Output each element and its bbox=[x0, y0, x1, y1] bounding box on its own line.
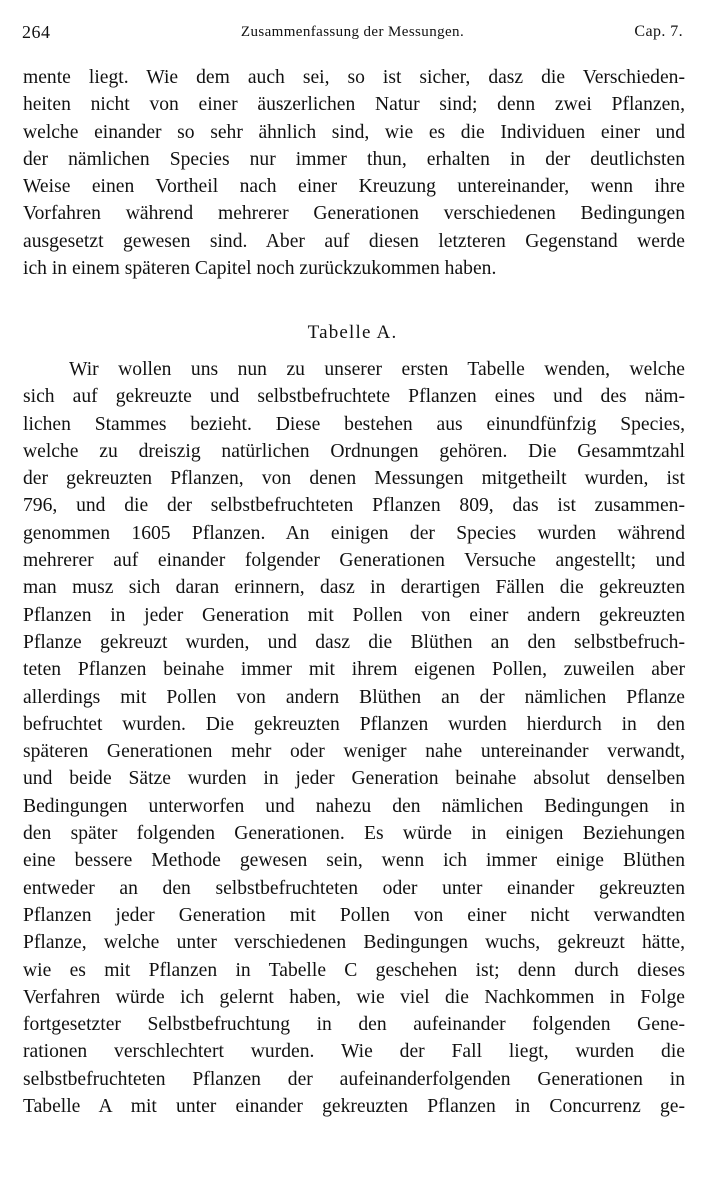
text-line: lichen Stammes bezieht. Diese bestehen aus einundfünfzig Species, bbox=[23, 413, 685, 435]
text-line: Pflanzen in jeder Generation mit Pollen von einer andern gekreuzten bbox=[23, 604, 685, 626]
text-line: Tabelle A mit unter einander gekreuzten Pflanzen in Concurrenz ge- bbox=[23, 1096, 685, 1118]
text-line: eine bessere Methode gewesen sein, wenn ich immer einige Blüthen bbox=[23, 850, 685, 872]
text-line: und beide Sätze wurden in jeder Generation beinahe absolut denselben bbox=[23, 768, 685, 790]
text-line: Weise einen Vortheil nach einer Kreuzung untereinander, wenn ihre bbox=[23, 176, 685, 198]
text-line: genommen 1605 Pflanzen. An einigen der Species wurden während bbox=[23, 522, 685, 544]
text-line: welche einander so sehr ähnlich sind, wie es die Individuen einer und bbox=[23, 121, 685, 143]
text-line: Bedingungen unterworfen und nahezu den nämlichen Bedingungen in bbox=[23, 795, 685, 817]
text-line: entweder an den selbstbefruchteten oder unter einander gekreuzten bbox=[23, 877, 685, 899]
page-number: 264 bbox=[22, 22, 51, 42]
text-line: selbstbefruchteten Pflanzen der aufeinanderfolgenden Generationen in bbox=[23, 1068, 685, 1090]
text-line: wie es mit Pflanzen in Tabelle C geschehen ist; denn durch dieses bbox=[23, 959, 685, 981]
text-line: ich in einem späteren Capitel noch zurückzukommen haben. bbox=[23, 258, 497, 280]
text-line: späteren Generationen mehr oder weniger nahe untereinander verwandt, bbox=[23, 741, 685, 763]
running-header bbox=[22, 20, 683, 44]
text-line: Pflanzen jeder Generation mit Pollen von einer nicht verwandten bbox=[23, 904, 685, 926]
text-line: mehrerer auf einander folgender Generationen Versuche angestellt; und bbox=[23, 550, 685, 572]
text-line: welche zu dreiszig natürlichen Ordnungen gehören. Die Gesammtzahl bbox=[23, 440, 685, 462]
paragraph-continuation bbox=[23, 64, 685, 282]
text-line: fortgesetzter Selbstbefruchtung in den aufeinander folgenden Gene- bbox=[23, 1014, 685, 1036]
text-line: befruchtet wurden. Die gekreuzten Pflanzen wurden hierdurch in den bbox=[23, 713, 685, 735]
section-heading: Tabelle A. bbox=[307, 322, 398, 343]
text-line: teten Pflanzen beinahe immer mit ihrem eigenen Pollen, zuweilen aber bbox=[23, 659, 685, 681]
text-line: rationen verschlechtert wurden. Wie der Fall liegt, wurden die bbox=[23, 1041, 685, 1063]
text-line: der gekreuzten Pflanzen, von denen Messungen mitgetheilt wurden, ist bbox=[23, 468, 685, 490]
text-line: 796, und die der selbstbefruchteten Pflanzen 809, das ist zusammen- bbox=[23, 495, 685, 517]
text-line: Wir wollen uns nun zu unserer ersten Tabelle wenden, welche bbox=[69, 359, 685, 380]
text-line: den später folgenden Generationen. Es würde in einigen Beziehungen bbox=[23, 823, 685, 845]
text-line: heiten nicht von einer äuszerlichen Natur sind; denn zwei Pflanzen, bbox=[23, 94, 685, 116]
text-line: sich auf gekreuzte und selbstbefruchtete Pflanzen eines und des näm- bbox=[23, 386, 685, 408]
text-line: Pflanze, welche unter verschiedenen Bedingungen wuchs, gekreuzt hätte, bbox=[23, 932, 685, 954]
running-title: Zusammenfassung der Messungen. bbox=[240, 24, 465, 40]
chapter-label: Cap. 7. bbox=[634, 23, 683, 40]
text-line: allerdings mit Pollen von andern Blüthen an der nämlichen Pflanze bbox=[23, 686, 685, 708]
text-line: ausgesetzt gewesen sind. Aber auf diesen letzteren Gegenstand werde bbox=[23, 230, 685, 252]
text-line: Verfahren würde ich gelernt haben, wie viel die Nachkommen in Folge bbox=[23, 986, 685, 1008]
text-line: der nämlichen Species nur immer thun, erhalten in der deutlichsten bbox=[23, 148, 685, 170]
text-line: Vorfahren während mehrerer Generationen verschiedenen Bedingungen bbox=[23, 203, 685, 225]
text-line: man musz sich daran erinnern, dasz in derartigen Fällen die gekreuzten bbox=[23, 577, 685, 599]
text-line: mente liegt. Wie dem auch sei, so ist sicher, dasz die Verschieden- bbox=[23, 67, 685, 88]
paragraph-tabelle-a bbox=[23, 356, 685, 1120]
text-line: Pflanze gekreuzt wurden, und dasz die Blüthen an den selbstbefruch- bbox=[23, 631, 685, 653]
